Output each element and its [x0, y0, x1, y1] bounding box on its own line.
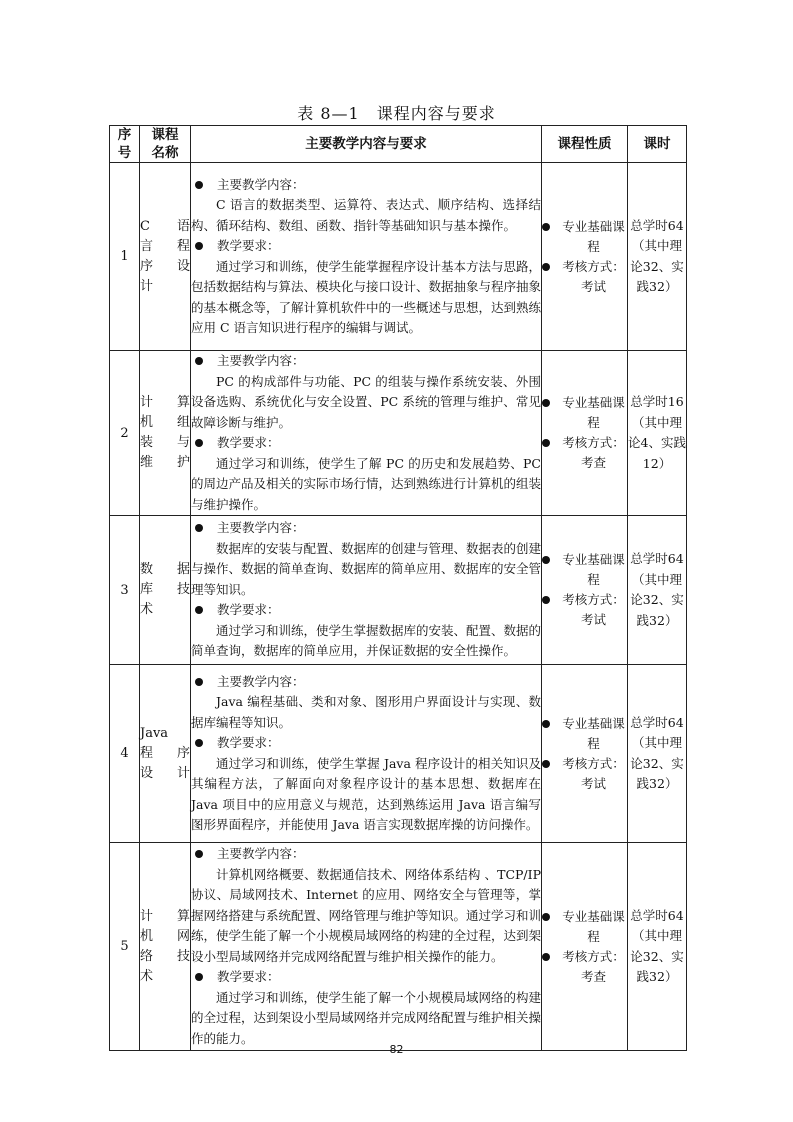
table-row — [110, 163, 687, 351]
table-row — [110, 843, 687, 1051]
row-seq: 5 — [110, 843, 140, 1051]
course-hours: 总学时64（其中理论32、实践32） — [628, 843, 687, 1051]
course-content — [191, 665, 542, 843]
bullet-icon — [542, 913, 550, 921]
content-text: PC 的构成部件与功能、PC 的组装与操作系统安装、外围设备选购、系统优化与安全设置、PC 系统的管理与维护、常见故障诊断与维护。 — [191, 373, 541, 430]
bullet-icon — [195, 678, 203, 686]
header-nature: 课程性质 — [542, 126, 628, 163]
content-text: 计算机网络概要、数据通信技术、网络体系结构 、TCP/IP 协议、局域网技术、Internet 的应用、网络安全与管理等，掌握网络搭建与系统配置、网络管理与维护等知识。通过学习和训练，使学生能了解一个小规模局域网络的构建的全过程，达到架设小型局域网络并完成网络配置与维护相关操作的能力。 — [191, 866, 542, 964]
course-content — [191, 351, 542, 516]
course-name: 计算 机组 装与 维护 — [140, 351, 191, 516]
table-row — [110, 665, 687, 843]
table-row — [110, 516, 687, 665]
bullet-icon — [195, 973, 203, 981]
requirement-text: 通过学习和训练，使学生能掌握程序设计基本方法与思路，包括数据结构与算法、模块化与接口设计、数据抽象与程序抽象的基本概念等，了解计算机软件中的一些概述与思想，达到熟练应用 C 语言知识进行程序的编辑与调试。 — [191, 258, 542, 335]
requirement-text: 通过学习和训练，使学生掌握数据库的安装、配置、数据的简单查询，数据库的简单应用，并保证数据的安全性操作。 — [191, 622, 542, 659]
header-content: 主要教学内容与要求 — [191, 126, 542, 163]
content-heading: 主要教学内容： — [217, 846, 305, 861]
course-content — [191, 163, 542, 351]
bullet-icon — [195, 524, 203, 532]
page-number: 82 — [389, 1043, 404, 1056]
header-hours: 课时 — [628, 126, 687, 163]
bullet-icon — [195, 850, 203, 858]
course-nature: 专业基础课程 考核方式：考查 — [542, 351, 628, 516]
bullet-icon — [195, 606, 203, 614]
content-heading: 主要教学内容： — [217, 353, 305, 368]
bullet-icon — [542, 596, 550, 604]
row-seq: 3 — [110, 516, 140, 665]
requirement-text: 通过学习和训练，使学生掌握 Java 程序设计的相关知识及其编程方法，了解面向对象程序设计的基本思想、数据库在 Java 项目中的应用意义与规范，达到熟练运用 Java 语言编写图形界面程序，并能使用 Java 语言实现数据库操的访问操作。 — [191, 755, 541, 832]
row-seq: 1 — [110, 163, 140, 351]
course-hours: 总学时64（其中理论32、实践32） — [628, 665, 687, 843]
bullet-icon — [542, 399, 550, 407]
bullet-icon — [195, 242, 203, 250]
bullet-icon — [542, 439, 550, 447]
content-heading: 主要教学内容： — [217, 520, 305, 536]
course-hours: 总学时64（其中理论32、实践32） — [628, 163, 687, 351]
table-caption: 表 8—1 课程内容与要求 — [297, 104, 496, 123]
course-nature: 专业基础课程 考核方式：考试 — [542, 665, 628, 843]
course-name: 计算 机网 络技 术 — [140, 843, 191, 1051]
table-header-row — [110, 126, 687, 163]
bullet-icon — [542, 953, 550, 961]
bullet-icon — [542, 223, 550, 231]
bullet-icon — [542, 556, 550, 564]
requirement-heading: 教学要求： — [217, 238, 280, 253]
course-name: 数 据 库 技 术 — [140, 516, 191, 665]
row-seq: 2 — [110, 351, 140, 516]
course-nature: 专业基础课程 考核方式：考查 — [542, 843, 628, 1051]
requirement-heading: 教学要求： — [217, 969, 280, 984]
requirement-heading: 教学要求： — [217, 435, 280, 450]
requirement-heading: 教学要求： — [217, 735, 280, 750]
course-content — [191, 516, 542, 665]
bullet-icon — [542, 263, 550, 271]
course-content — [191, 843, 542, 1051]
course-table — [109, 125, 687, 1051]
course-name: Java 程 序 设计 — [140, 665, 191, 843]
content-heading: 主要教学内容： — [217, 673, 305, 689]
header-name: 课程名称 — [140, 126, 191, 163]
row-seq: 4 — [110, 665, 140, 843]
content-text: Java 编程基础、类和对象、图形用户界面设计与实现、数据库编程等知识。 — [191, 694, 541, 730]
bullet-icon — [542, 760, 550, 768]
requirement-text: 通过学习和训练，使学生了解 PC 的历史和发展趋势、PC 的周边产品及相关的实际市场行情，达到熟练进行计算机的组装与维护操作。 — [191, 455, 542, 512]
course-hours: 总学时16（其中理论4、实践12） — [628, 351, 687, 516]
requirement-text: 通过学习和训练，使学生能了解一个小规模局域网络的构建的全过程，达到架设小型局域网络并完成网络配置与维护相关操作的能力。 — [191, 989, 542, 1046]
course-name: C 语 言 程 序 设 计 — [140, 163, 191, 351]
bullet-icon — [195, 181, 203, 189]
content-text: C 语言的数据类型、运算符、表达式、顺序结构、选择结构、循环结构、数组、函数、指针等基础知识与基本操作。 — [191, 197, 541, 233]
table-row — [110, 351, 687, 516]
bullet-icon — [542, 720, 550, 728]
bullet-icon — [195, 439, 203, 447]
course-hours: 总学时64（其中理论32、实践32） — [628, 516, 687, 665]
content-text: 数据库的安装与配置、数据库的创建与管理、数据表的创建与操作、数据的简单查询、数据库的简单应用、数据库的安全管理等知识。 — [191, 540, 542, 597]
course-nature: 专业基础课程 考核方式：考试 — [542, 163, 628, 351]
requirement-heading: 教学要求： — [217, 602, 280, 618]
header-seq: 序号 — [110, 126, 140, 163]
bullet-icon — [195, 739, 203, 747]
bullet-icon — [195, 357, 203, 365]
course-nature: 专业基础课程 考核方式：考试 — [542, 516, 628, 665]
content-heading: 主要教学内容： — [217, 176, 305, 192]
